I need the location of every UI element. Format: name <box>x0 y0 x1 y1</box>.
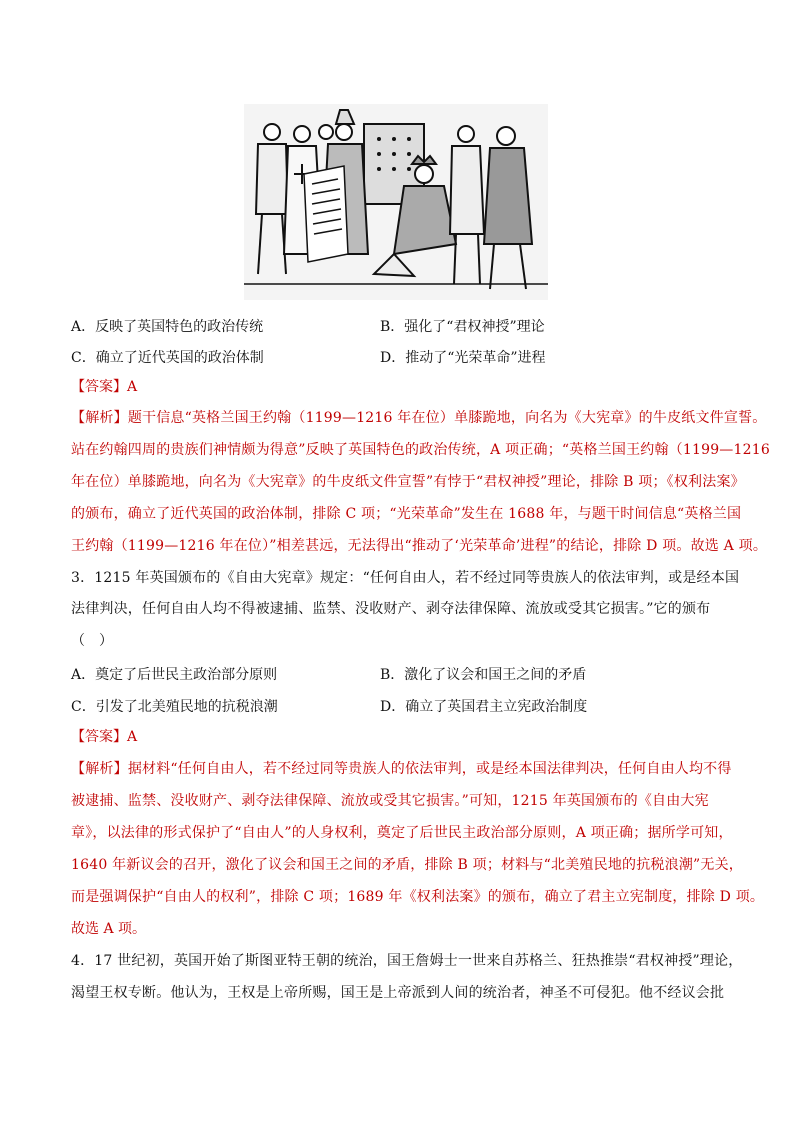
q2-option-b: B．强化了“君权神授”理论 <box>380 319 545 335</box>
q2-answer <box>71 378 137 396</box>
q2-analysis-line-5: 王约翰（1199—1216 年在位）”相差甚远，无法得出“推动了‘光荣革命’进程”的结论，排除 D 项。故选 A 项。 <box>71 538 768 554</box>
analysis-text: 题干信息“英格兰国王约翰（1199—1216 年在位）单膝跪地，向名为《大宪章》的牛皮纸文件宣誓。 <box>127 410 767 426</box>
q2-option-a: A．反映了英国特色的政治传统 <box>71 319 264 335</box>
q2-option-c: C．确立了近代英国的政治体制 <box>71 350 264 366</box>
q3-option-b: B．激化了议会和国王之间的矛盾 <box>380 667 587 683</box>
analysis-tag: 【解析】 <box>71 761 128 777</box>
q2-analysis-line-1 <box>71 409 766 427</box>
magna-carta-illustration <box>244 104 548 300</box>
q3-analysis-line-6: 故选 A 项。 <box>71 921 147 937</box>
answer-value: A <box>127 729 138 745</box>
q4-stem-line-2: 渴望王权专断。他认为，王权是上帝所赐，国王是上帝派到人间的统治者，神圣不可侵犯。他不经议会批 <box>71 985 725 1001</box>
answer-tag: 【答案】 <box>71 729 127 745</box>
q3-analysis-line-4: 1640 年新议会的召开，激化了议会和国王之间的矛盾，排除 B 项；材料与“北美殖民地的抗税浪潮”无关， <box>71 857 743 873</box>
q3-analysis-line-1 <box>71 760 732 778</box>
answer-value: A <box>127 379 138 395</box>
q2-option-d: D．推动了“光荣革命”进程 <box>380 350 546 366</box>
q4-stem-line-1: 4．17 世纪初，英国开始了斯图亚特王朝的统治，国王詹姆士一世来自苏格兰、狂热推崇“君权神授”理论， <box>71 953 743 969</box>
q3-stem-line-1: 3．1215 年英国颁布的《自由大宪章》规定：“任何自由人，若不经过同等贵族人的依法审判，或是经本国 <box>71 570 740 586</box>
analysis-tag: 【解析】 <box>71 410 128 426</box>
q3-stem-line-2: 法律判决，任何自由人均不得被逮捕、监禁、没收财产、剥夺法律保障、流放或受其它损害。”它的颁布 <box>71 601 711 617</box>
q3-option-c: C．引发了北美殖民地的抗税浪潮 <box>71 699 278 715</box>
q3-answer <box>71 728 137 746</box>
q3-analysis-line-5: 而是强调保护“自由人的权利”，排除 C 项；1689 年《权利法案》的颁布，确立了君主立宪制度，排除 D 项。 <box>71 889 765 905</box>
q3-analysis-line-3: 章》，以法律的形式保护了“自由人”的人身权利，奠定了后世民主政治部分原则，A 项正确；据所学可知， <box>71 825 733 841</box>
q3-analysis-line-2: 被逮捕、监禁、没收财产、剥夺法律保障、流放或受其它损害。”可知，1215 年英国颁布的《自由大宪 <box>71 793 709 809</box>
q2-analysis-line-3: 年在位）单膝跪地，向名为《大宪章》的牛皮纸文件宣誓”有悖于“君权神授”理论，排除 B 项；《权利法案》 <box>71 474 745 490</box>
q3-option-a: A．奠定了后世民主政治部分原则 <box>71 667 278 683</box>
q3-stem-blank: （ ） <box>71 633 113 649</box>
q3-option-d: D．确立了英国君主立宪政治制度 <box>380 699 588 715</box>
answer-tag: 【答案】 <box>71 379 127 395</box>
q2-analysis-line-4: 的颁布，确立了近代英国的政治体制，排除 C 项；“光荣革命”发生在 1688 年，与题干时间信息“英格兰国 <box>71 506 742 522</box>
q2-analysis-line-2: 站在约翰四周的贵族们神情颇为得意”反映了英国特色的政治传统，A 项正确；“英格兰国王约翰（1199—1216 <box>71 442 770 458</box>
analysis-text: 据材料“任何自由人，若不经过同等贵族人的依法审判，或是经本国法律判决，任何自由人均不得 <box>127 761 732 777</box>
